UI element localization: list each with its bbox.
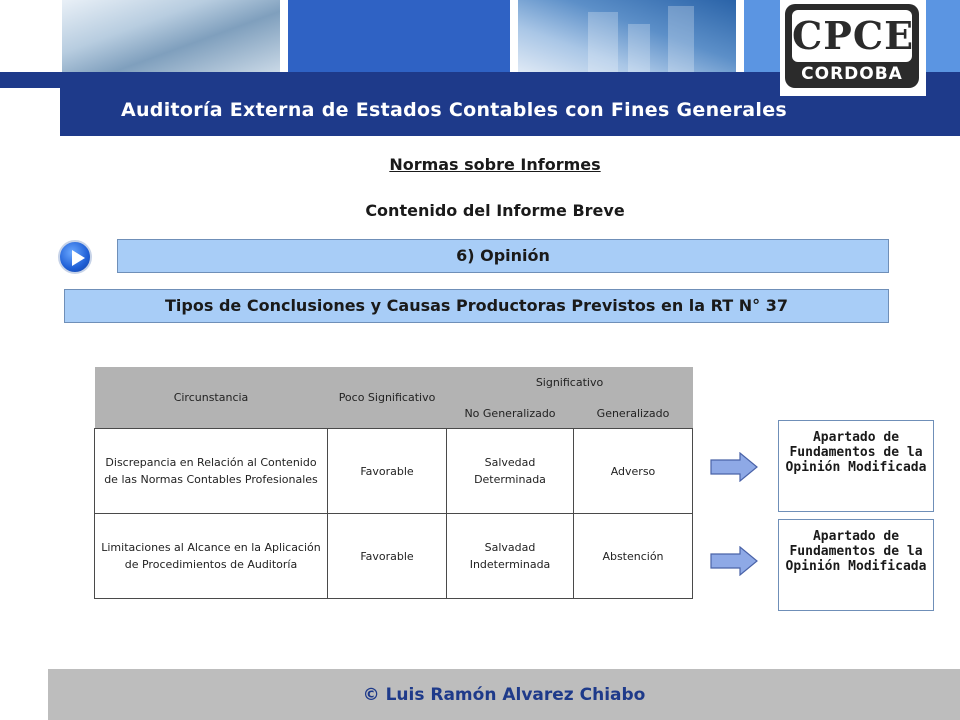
cell-no-generalizado: Salvedad Determinada: [447, 429, 574, 514]
cell-generalizado: Adverso: [574, 429, 693, 514]
play-button[interactable]: [58, 240, 92, 274]
play-icon: [72, 250, 85, 266]
cell-poco: Favorable: [328, 514, 447, 599]
logo-bottom-text: CORDOBA: [801, 64, 903, 84]
table-row: [95, 514, 693, 599]
header-accent-tab: [0, 72, 62, 88]
header-no-generalizado: No Generalizado: [447, 398, 574, 429]
fundamentos-box: Apartado de Fundamentos de la Opinión Modificada: [778, 519, 934, 611]
right-arrow-icon: [710, 546, 758, 576]
header-generalizado: Generalizado: [574, 398, 693, 429]
section-heading: Normas sobre Informes: [389, 155, 601, 174]
fundamentos-box: Apartado de Fundamentos de la Opinión Modificada: [778, 420, 934, 512]
tipos-bar: Tipos de Conclusiones y Causas Productoras Previstos en la RT N° 37: [64, 289, 889, 323]
page-title: Auditoría Externa de Estados Contables con Fines Generales: [120, 99, 788, 121]
cell-circunstancia: Discrepancia en Relación al Contenido de las Normas Contables Profesionales: [95, 429, 328, 514]
header-circunstancia: Circunstancia: [95, 367, 328, 429]
table-row: [95, 429, 693, 514]
opinion-bar: 6) Opinión: [117, 239, 889, 273]
cell-circunstancia: Limitaciones al Alcance en la Aplicación de Procedimientos de Auditoría: [95, 514, 328, 599]
logo-frame: [785, 4, 919, 88]
footer-credit: © Luis Ramón Alvarez Chiabo: [362, 685, 646, 705]
header-photo-blue: [288, 0, 510, 72]
header-photo-buildings: [518, 0, 736, 72]
header-significativo: Significativo: [447, 367, 693, 398]
subsection-heading: Contenido del Informe Breve: [365, 201, 625, 220]
logo-top-text: CPCE: [792, 10, 912, 62]
conclusions-table: [94, 367, 693, 599]
cell-no-generalizado: Salvadad Indeterminada: [447, 514, 574, 599]
header-photo-hands: [62, 0, 280, 72]
footer: [48, 669, 960, 720]
cell-generalizado: Abstención: [574, 514, 693, 599]
cell-poco: Favorable: [328, 429, 447, 514]
header-poco-significativo: Poco Significativo: [328, 367, 447, 429]
right-arrow-icon: [710, 452, 758, 482]
cpce-logo: [780, 0, 926, 96]
